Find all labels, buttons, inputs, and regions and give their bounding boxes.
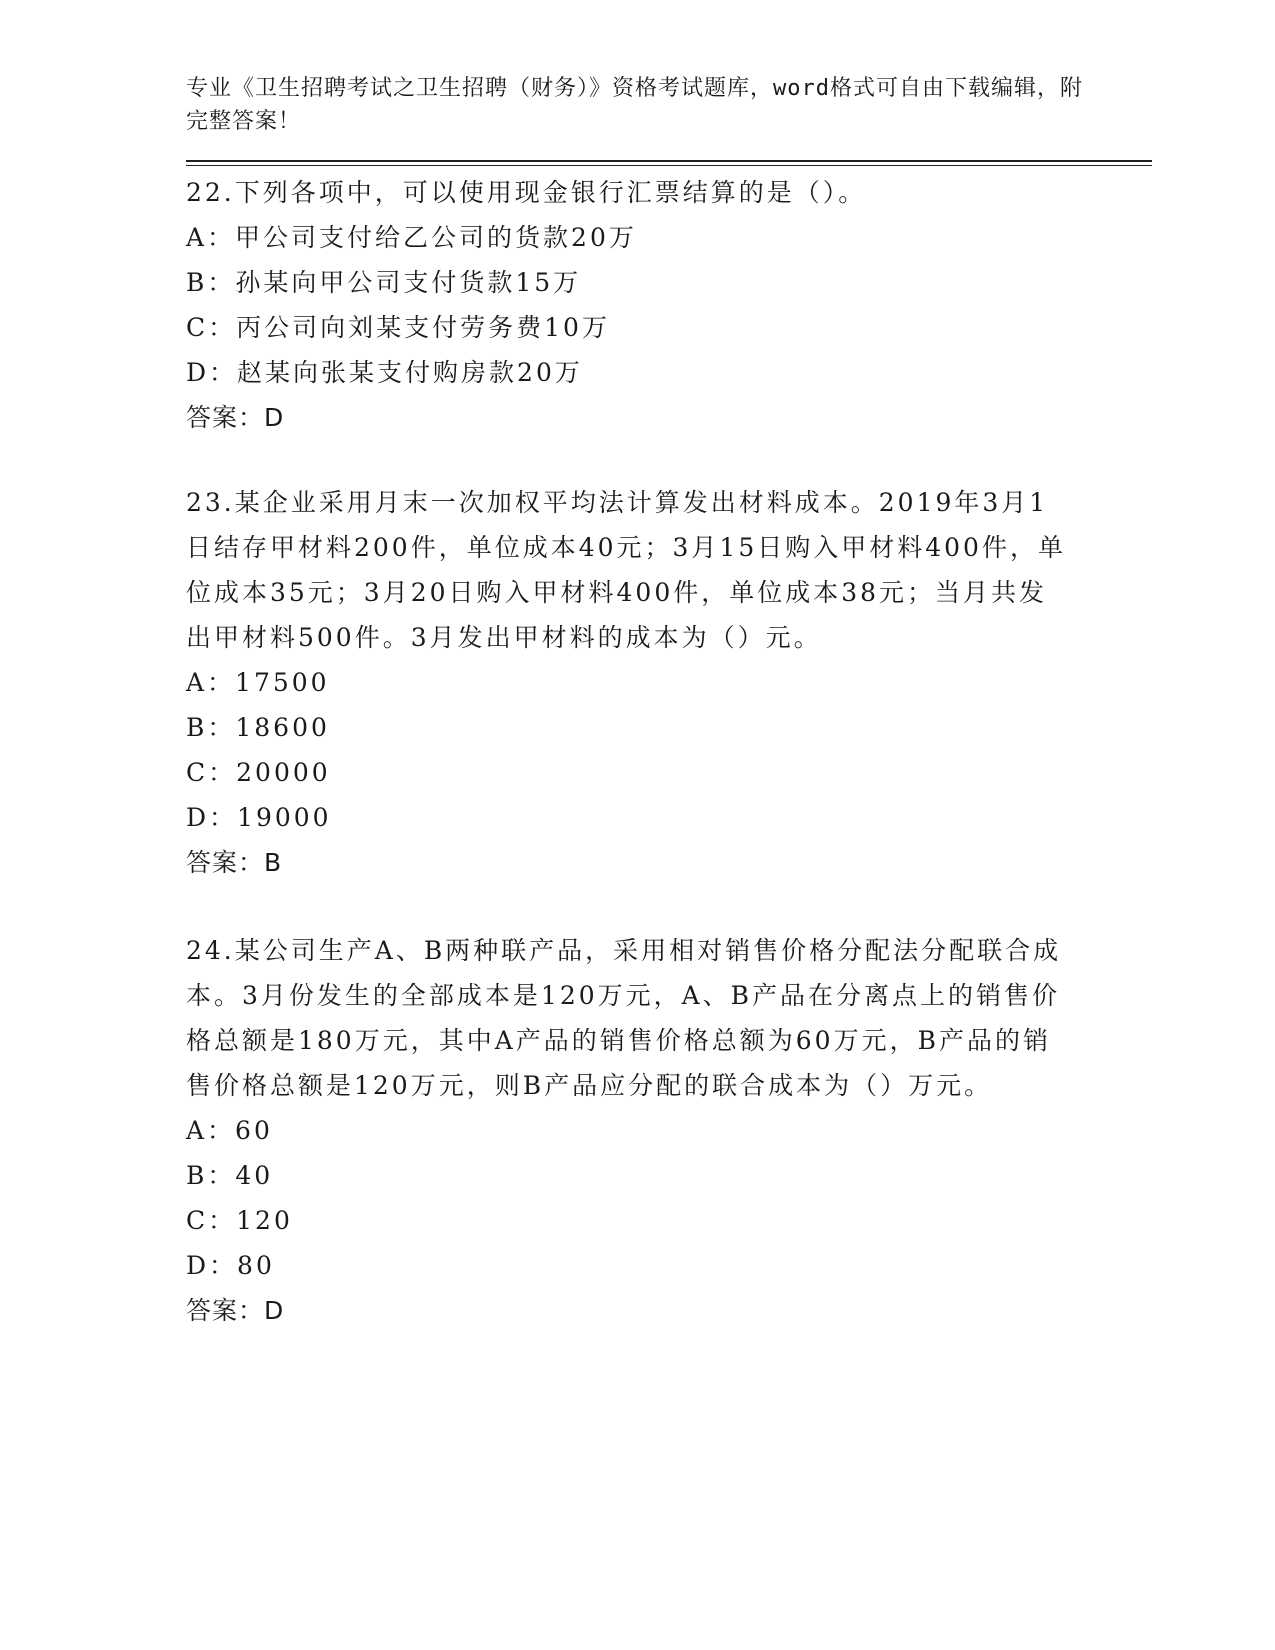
option-b: B：40 [186,1161,274,1190]
question-stem: 22.下列各项中，可以使用现金银行汇票结算的是（）。 [186,178,867,207]
option-b: B：18600 [186,713,330,742]
question-stem: 23.某企业采用月末一次加权平均法计算发出材料成本。2019年3月1日结存甲材料200件，单位成本40元；3月15日购入甲材料400件，单位成本35元；3月20日购入甲材料400件，单位成本38元；当月共发出甲材料500件。3月发出甲材料的成本为（）元。 [186,488,1066,652]
option-a: A：60 [186,1116,273,1145]
option-b: B：孙某向甲公司支付货款15万 [186,268,582,297]
question-24 [186,928,1152,1333]
question-22 [186,170,1152,440]
option-c: C：120 [186,1206,293,1235]
option-a: A：17500 [186,668,330,697]
option-c: C：丙公司向刘某支付劳务费10万 [186,313,610,342]
option-c: C：20000 [186,758,331,787]
question-stem: 24.某公司生产A、B两种联产品，采用相对销售价格分配法分配联合成本。3月份发生的全部成本是120万元，A、B产品在分离点上的销售价格总额是180万元，其中A产品的销售价格总额为60万元，B产品的销售价格总额是120万元，则B产品应分配的联合成本为（）万元。 [186,936,1062,1100]
option-d: D：19000 [186,803,332,832]
answer-line: 答案：B [186,848,283,877]
option-a: A：甲公司支付给乙公司的货款20万 [186,223,637,252]
answer-line: 答案：D [186,403,285,432]
question-23 [186,480,1152,885]
option-d: D：赵某向张某支付购房款20万 [186,358,583,387]
document-page [186,72,1152,1333]
document-intro: 专业《卫生招聘考试之卫生招聘（财务）》资格考试题库，word格式可自由下载编辑，附完整答案！ [186,76,1083,134]
option-d: D：80 [186,1251,275,1280]
answer-line: 答案：D [186,1296,285,1325]
header-divider [186,160,1152,166]
